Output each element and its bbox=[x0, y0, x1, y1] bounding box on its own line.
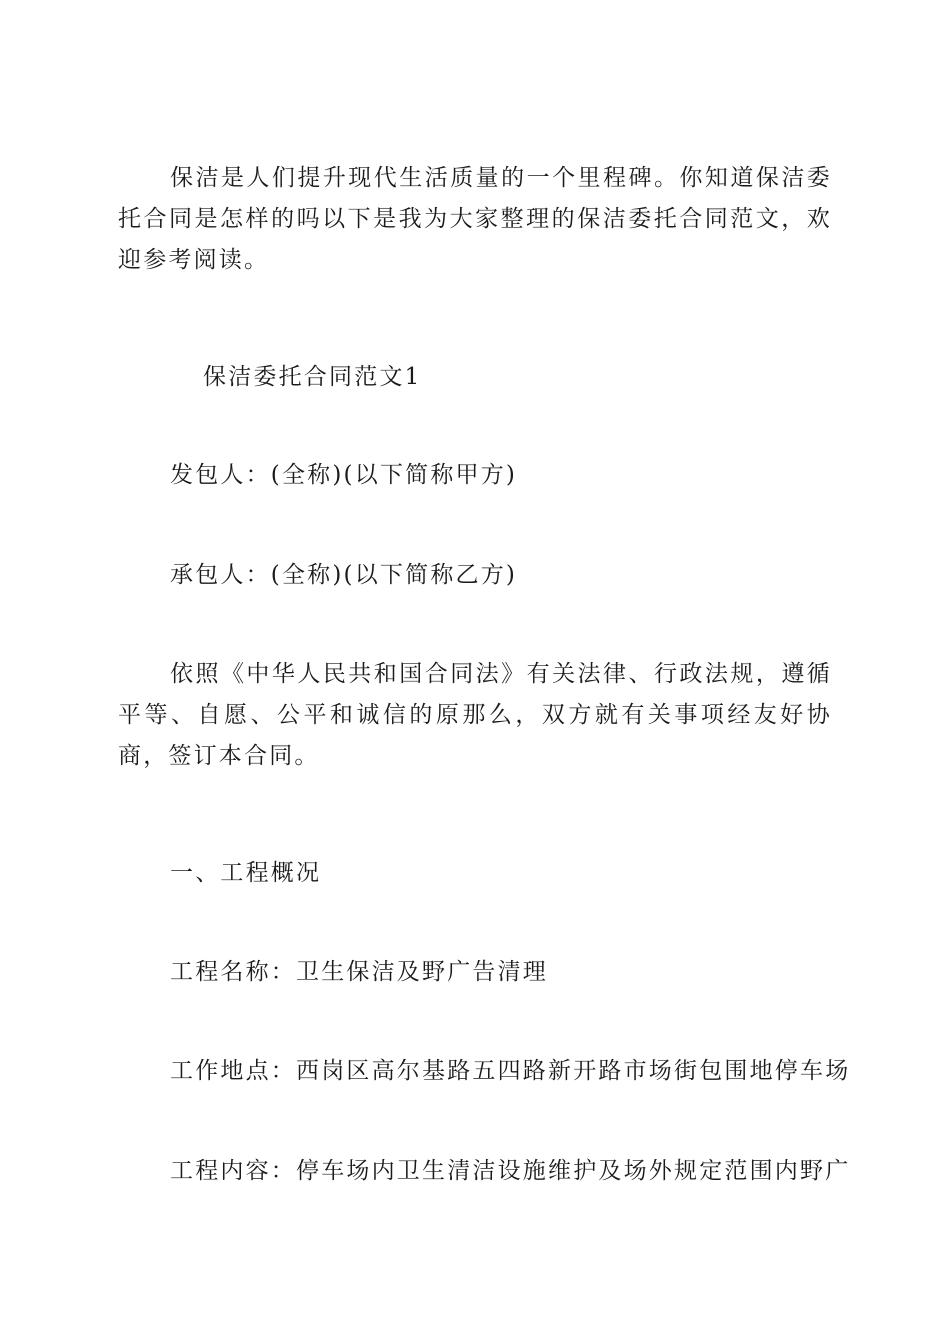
section-title: 保洁委托合同范文1 bbox=[203, 364, 422, 390]
project-name-line: 工程名称：卫生保洁及野广告清理 bbox=[170, 959, 548, 985]
work-location-line: 工作地点：西岗区高尔基路五四路新开路市场街包围地停车场 bbox=[170, 1058, 851, 1084]
intro-paragraph: 保洁是人们提升现代生活质量的一个里程碑。你知道保洁委托合同是怎样的吗以下是我为大家整理的保洁委托合同范文，欢迎参考阅读。 bbox=[118, 165, 832, 273]
project-content-line: 工程内容：停车场内卫生清洁设施维护及场外规定范围内野广 bbox=[170, 1158, 851, 1184]
party-b-line: 承包人：(全称)(以下简称乙方) bbox=[170, 562, 518, 588]
heading-project-overview: 一、工程概况 bbox=[170, 860, 322, 886]
party-a-line: 发包人：(全称)(以下简称甲方) bbox=[170, 462, 518, 488]
basis-paragraph: 依照《中华人民共和国合同法》有关法律、行政法规，遵循平等、自愿、公平和诚信的原那么，双方就有关事项经友好协商，签订本合同。 bbox=[118, 661, 832, 769]
